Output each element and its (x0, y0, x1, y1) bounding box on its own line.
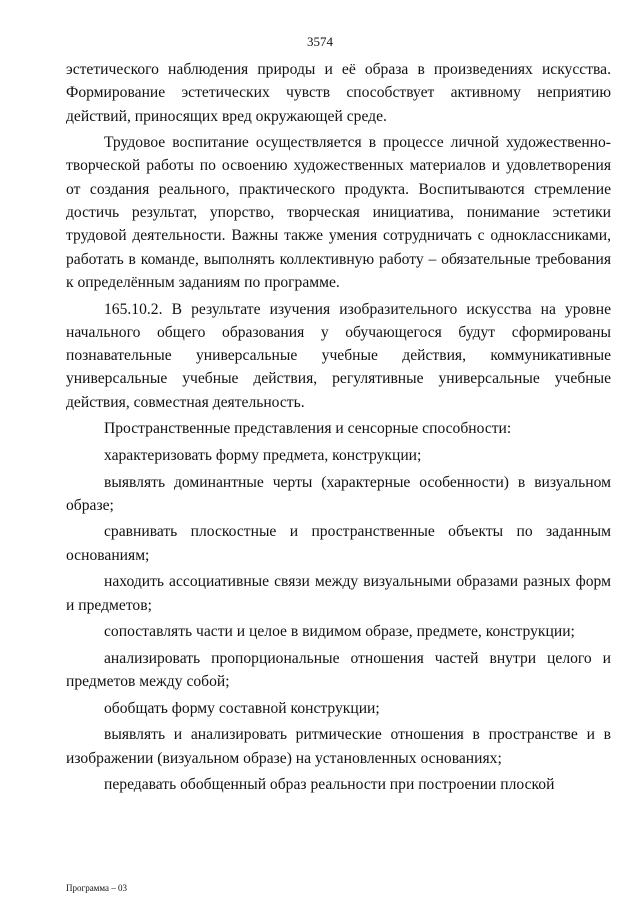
list-item-dominant-features: выявлять доминантные черты (характерные особенности) в визуальном образе; (66, 473, 611, 514)
page-number: 3574 (307, 34, 333, 49)
list-item-proportional-relations: анализировать пропорциональные отношения частей внутри целого и предметов между собой; (66, 649, 611, 691)
list-item-generalize-form: обобщать форму составной конструкции; (104, 699, 380, 717)
paragraph-section-165-10-2: 165.10.2. В результате изучения изобразительного искусства на уровне начального общего образования у обучающегося будут сформированы познавательные универсальные учебные действия, коммуникативные универсальные учебные действия, регулятивные универсальные учебные действия, совместная деятельность. (66, 300, 611, 411)
paragraph-aesthetic-continuation: эстетического наблюдения природы и её образа в произведениях искусства. Формирование эстетических чувств способствует активному неприятию действий, приносящих вред окружающей среде. (66, 61, 611, 125)
list-item-generalized-image: передавать обобщенный образ реальности при построении плоской (104, 776, 555, 794)
list-item-compare-objects: сравнивать плоскостные и пространственные объекты по заданным основаниям; (66, 523, 611, 564)
page-footer: Программа – 03 (66, 883, 128, 893)
list-item-characterize-form: характеризовать форму предмета, конструкции; (104, 446, 422, 464)
document-body (66, 58, 611, 800)
list-item-parts-and-whole: сопоставлять части и целое в видимом образе, предмете, конструкции; (104, 623, 575, 641)
paragraph-spatial-heading: Пространственные представления и сенсорные способности: (104, 420, 512, 438)
list-item-rhythmic-relations: выявлять и анализировать ритмические отношения в пространстве и в изображении (визуальном образе) на установленных основаниях; (66, 726, 611, 767)
paragraph-labor-education: Трудовое воспитание осуществляется в процессе личной художественно-творческой работы по освоению художественных материалов и удовлетворения от создания реального, практического продукта. Воспитываются стремление достичь результат, упорство, творческая инициатива, понимание эстетики трудовой деятельности. Важны также умения сотрудничать с одноклассниками, работать в команде, выполнять коллективную работу – обязательные требования к определённым заданиям по программе. (66, 134, 611, 291)
list-item-associative-links: находить ассоциативные связи между визуальными образами разных форм и предметов; (66, 573, 611, 614)
